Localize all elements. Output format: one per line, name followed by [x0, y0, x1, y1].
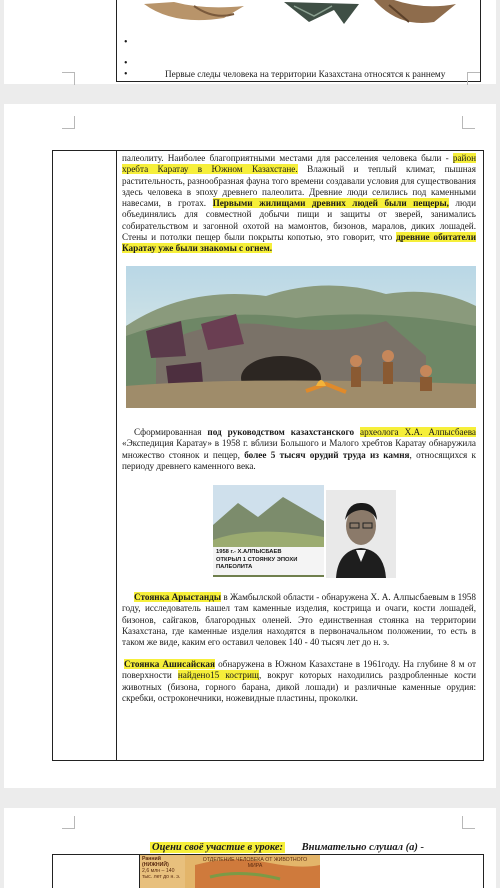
heading-rest: Внимательно слушал (а) -: [301, 842, 425, 853]
page-2: [4, 104, 496, 788]
crop-mark: [62, 116, 75, 129]
highlight-arystandy: Стоянка Арыстанды: [134, 592, 221, 602]
paragraph-ashisai: [122, 659, 476, 704]
paragraph-expedition: [122, 427, 476, 472]
table-right-border: [480, 0, 481, 82]
crop-mark: [467, 72, 480, 85]
highlight-ashisai: Стоянка Ашисайская: [124, 659, 215, 669]
heading-highlight: Оцени своё участие в уроке:: [152, 842, 284, 853]
crop-mark: [462, 816, 475, 829]
page-3: [4, 808, 496, 888]
map-label-period: [142, 856, 184, 880]
bullet-text: Первые следы человека на территории Казахстана относятся к раннему: [165, 69, 446, 79]
self-assessment-heading: [150, 842, 424, 853]
crop-mark: [62, 816, 75, 829]
photo-caption: 1958 г.- Х.АЛПЫСБАЕВ ОТКРЫЛ 1 СТОЯНКУ ЭПОХИ ПАЛЕОЛИТА: [216, 549, 298, 570]
map-label-dates: 2,6 млн – 140 тыс. лет до н. э.: [142, 868, 181, 880]
text-run: , относящихся к периоду древнего каменного века.: [122, 449, 476, 471]
text-run: палеолиту. Наиболее благоприятными местами для расселения человека были -: [122, 153, 453, 163]
table-col-right: [483, 150, 484, 761]
highlight-fire: древние обитатели Каратау уже были знакомы с огнем.: [122, 232, 476, 254]
table-col-left: [52, 150, 53, 761]
crop-mark: [462, 116, 475, 129]
alpysbaev-portrait: [326, 490, 396, 578]
table-bottom-border: [116, 81, 481, 82]
empty-bullet-1: •: [124, 37, 128, 48]
table-col-right: [483, 854, 484, 888]
text-run: в Жамбылской области - обнаружена Х. А. Алпысбаевым в 1958 году, исследователь нашел там каменные изделия, кострища и очаги, кости лошадей, бизонов, сайгаков, благородных оленей. Это единственная стоянка на территории Казахстана, где каменные изделия находятся в первоначальном положении, то есть в таком же виде, каким его оставил человек 140 - 40 тысяч лет до н. э.: [122, 592, 476, 648]
text-run: Влажный и теплый климат, пышная растительность, разнообразная фауна того времени создавали условия для существования здесь человека в эпоху древнего палеолита. Древние люди селились под каменными навесами, в гротах.: [122, 164, 476, 209]
table-left-border: [116, 0, 117, 82]
table-col-left: [52, 854, 53, 888]
table-col-divider: [116, 150, 117, 761]
text-run: под руководством казахстанского: [207, 427, 361, 437]
bullet-marker: •: [124, 69, 128, 80]
crop-mark: [62, 72, 75, 85]
cave-people-illustration: [126, 266, 476, 408]
highlight-archaeologist: археолога Х.А. Алпысбаева: [360, 427, 476, 437]
highlight-karatau: район хребта Каратау в Южном Казахстане.: [122, 153, 476, 175]
page-1: [4, 0, 496, 84]
map-label-early: Ранний (НИЖНИЙ): [142, 856, 169, 868]
text-run: «Экспедиция Каратау» в 1958 г. вблизи Большого и Малого хребтов Каратау обнаружила множество стоянок и пещер,: [122, 438, 476, 460]
map-title: ОТДЕЛЕНИЕ ЧЕЛОВЕКА ОТ ЖИВОТНОГО МИРА: [202, 857, 308, 869]
text-run: люди объединялись для совместной добычи пищи и защиты от зверей, занимались собирательством и загонной охотой на мамонтов, бизонов, маралов, диких лошадей. Стены и потолки пещер были покрыты копотью, это говорит, что: [122, 198, 476, 243]
highlight-caves: Первыми жилищами древних людей были пещеры,: [212, 198, 449, 209]
text-run: обнаружена в Южном Казахстане в 1961году. На глубине 8 м от поверхности: [122, 659, 476, 681]
text-run: Сформированная: [134, 427, 208, 437]
table-bottom-border: [52, 760, 484, 761]
text-run: , вокруг которых находились раздробленные кости животных (бизона, горного барана, дикой лошади) и различные каменные орудия: скребки, остроконечники, ножевидные пластины, проколки.: [122, 670, 476, 703]
empty-bullet-2: •: [124, 58, 128, 69]
text-run-bold: более 5 тысяч орудий труда из камня: [244, 449, 410, 460]
paragraph-paleolithic: [122, 153, 476, 255]
paragraph-arystandy: [122, 592, 476, 648]
stone-tools-image: [134, 0, 464, 30]
highlight-fireplaces: найдено15 кострищ: [177, 670, 259, 681]
